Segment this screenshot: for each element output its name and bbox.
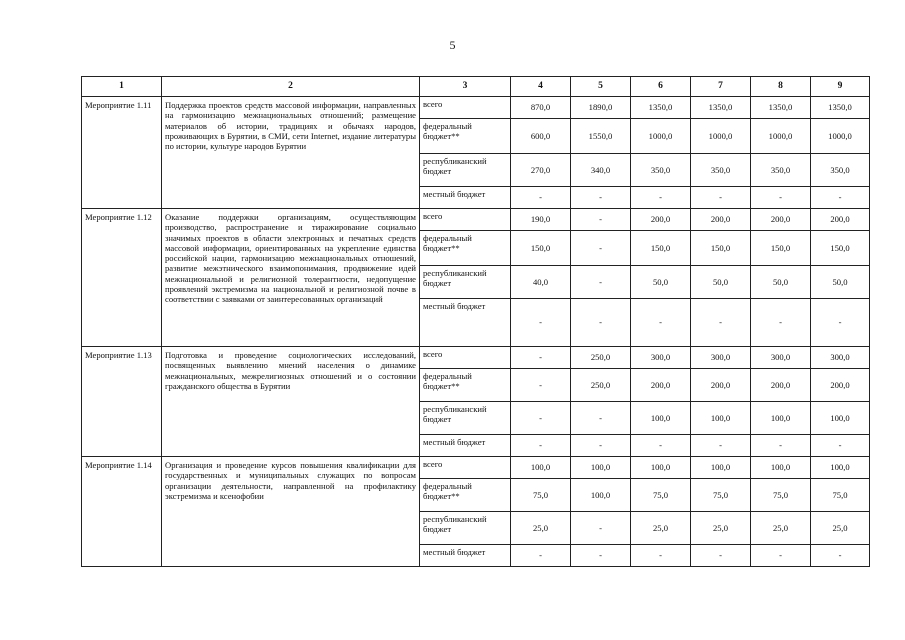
table-row [82, 347, 870, 369]
funding-source: всего [420, 97, 511, 119]
amount-cell: 340,0 [571, 154, 631, 187]
amount-cell: 75,0 [811, 479, 870, 512]
amount-cell: 75,0 [511, 479, 571, 512]
amount-cell: - [631, 299, 691, 347]
amount-cell: 100,0 [511, 457, 571, 479]
amount-cell: 150,0 [631, 231, 691, 266]
amount-cell: 75,0 [631, 479, 691, 512]
amount-cell: - [631, 187, 691, 209]
amount-cell: - [811, 187, 870, 209]
amount-cell: 100,0 [811, 402, 870, 435]
amount-cell: - [571, 545, 631, 567]
funding-source: республиканский бюджет [420, 154, 511, 187]
amount-cell: 300,0 [751, 347, 811, 369]
column-header: 6 [631, 77, 691, 97]
column-header: 9 [811, 77, 870, 97]
amount-cell: 150,0 [811, 231, 870, 266]
amount-cell: 200,0 [631, 369, 691, 402]
amount-cell: 75,0 [751, 479, 811, 512]
table-row [82, 457, 870, 479]
column-header: 2 [162, 77, 420, 97]
funding-source: местный бюджет [420, 187, 511, 209]
amount-cell: - [751, 299, 811, 347]
amount-cell: 250,0 [571, 347, 631, 369]
amount-cell: 50,0 [631, 266, 691, 299]
budget-table [81, 76, 870, 567]
amount-cell: 50,0 [691, 266, 751, 299]
amount-cell: 600,0 [511, 119, 571, 154]
amount-cell: 1350,0 [811, 97, 870, 119]
funding-source: федеральный бюджет** [420, 119, 511, 154]
amount-cell: - [811, 435, 870, 457]
measure-description: Оказание поддержки организациям, осуществляющим производство, распространение и тиражирование социально значимых проектов в области электронных и печатных средств массовой информации, ориентированных на укрепление единства российской нации, гармонизацию межнациональных отношений, развитие межэтнического взаимопонимания, продвижение идей межнациональной и религиозной толерантности, недопущение проявлений экстремизма на национальной и религиозной почве в соответствии с заявками от заинтересованных организаций [162, 209, 420, 347]
amount-cell: 100,0 [571, 457, 631, 479]
amount-cell: 150,0 [751, 231, 811, 266]
amount-cell: - [811, 545, 870, 567]
amount-cell: 190,0 [511, 209, 571, 231]
amount-cell: 300,0 [811, 347, 870, 369]
amount-cell: - [691, 435, 751, 457]
measure-description: Поддержка проектов средств массовой информации, направленных на гармонизацию межнациональных отношений; размещение материалов об истории, традициях и обычаях народов, проживающих в Бурятии, в СМИ, сети Internet, издание литературы по истории, культуре народов Бурятии [162, 97, 420, 209]
amount-cell: 200,0 [631, 209, 691, 231]
amount-cell: 200,0 [811, 209, 870, 231]
amount-cell: 300,0 [631, 347, 691, 369]
amount-cell: - [511, 347, 571, 369]
column-header: 1 [82, 77, 162, 97]
table-row [82, 97, 870, 119]
amount-cell: 100,0 [571, 479, 631, 512]
amount-cell: 1000,0 [631, 119, 691, 154]
amount-cell: 200,0 [691, 209, 751, 231]
funding-source: республиканский бюджет [420, 402, 511, 435]
amount-cell: 1350,0 [691, 97, 751, 119]
amount-cell: 75,0 [691, 479, 751, 512]
table-body [82, 97, 870, 567]
amount-cell: - [571, 435, 631, 457]
amount-cell: - [571, 266, 631, 299]
amount-cell: - [811, 299, 870, 347]
amount-cell: 25,0 [751, 512, 811, 545]
amount-cell: - [631, 545, 691, 567]
amount-cell: 300,0 [691, 347, 751, 369]
amount-cell: 200,0 [751, 209, 811, 231]
amount-cell: 200,0 [751, 369, 811, 402]
amount-cell: - [691, 545, 751, 567]
amount-cell: - [511, 187, 571, 209]
amount-cell: 50,0 [811, 266, 870, 299]
amount-cell: - [631, 435, 691, 457]
amount-cell: 150,0 [511, 231, 571, 266]
funding-source: местный бюджет [420, 545, 511, 567]
funding-source: местный бюджет [420, 435, 511, 457]
column-header: 7 [691, 77, 751, 97]
amount-cell: 1550,0 [571, 119, 631, 154]
measure-description: Организация и проведение курсов повышения квалификации для государственных и муниципальных служащих по вопросам организации деятельности, направленной на профилактику экстремизма и ксенофобии [162, 457, 420, 567]
amount-cell: 100,0 [631, 457, 691, 479]
funding-source: республиканский бюджет [420, 266, 511, 299]
amount-cell: 200,0 [811, 369, 870, 402]
amount-cell: 1000,0 [751, 119, 811, 154]
column-header: 5 [571, 77, 631, 97]
funding-source: местный бюджет [420, 299, 511, 347]
amount-cell: 350,0 [631, 154, 691, 187]
amount-cell: 200,0 [691, 369, 751, 402]
amount-cell: 1350,0 [631, 97, 691, 119]
header-row [82, 77, 870, 97]
amount-cell: - [571, 299, 631, 347]
funding-source: всего [420, 457, 511, 479]
amount-cell: 100,0 [691, 457, 751, 479]
amount-cell: 1000,0 [811, 119, 870, 154]
amount-cell: 1000,0 [691, 119, 751, 154]
amount-cell: - [571, 187, 631, 209]
amount-cell: 250,0 [571, 369, 631, 402]
amount-cell: 350,0 [691, 154, 751, 187]
column-header: 3 [420, 77, 511, 97]
amount-cell: 100,0 [631, 402, 691, 435]
measure-description: Подготовка и проведение социологических исследований, посвященных выявлению мнений населения о динамике межнациональных, межрелигиозных отношений и о состоянии гражданского общества в Бурятии [162, 347, 420, 457]
amount-cell: 1350,0 [751, 97, 811, 119]
funding-source: республиканский бюджет [420, 512, 511, 545]
amount-cell: - [571, 512, 631, 545]
column-header: 8 [751, 77, 811, 97]
measure-label: Мероприятие 1.11 [82, 97, 162, 209]
amount-cell: - [511, 402, 571, 435]
amount-cell: 25,0 [511, 512, 571, 545]
amount-cell: 100,0 [691, 402, 751, 435]
amount-cell: 100,0 [751, 457, 811, 479]
amount-cell: - [571, 231, 631, 266]
amount-cell: 25,0 [691, 512, 751, 545]
amount-cell: 350,0 [751, 154, 811, 187]
funding-source: федеральный бюджет** [420, 479, 511, 512]
amount-cell: - [691, 187, 751, 209]
table-header [82, 77, 870, 97]
amount-cell: 100,0 [811, 457, 870, 479]
amount-cell: 150,0 [691, 231, 751, 266]
amount-cell: - [751, 435, 811, 457]
table-row [82, 209, 870, 231]
amount-cell: - [691, 299, 751, 347]
amount-cell: - [571, 402, 631, 435]
funding-source: всего [420, 347, 511, 369]
measure-label: Мероприятие 1.13 [82, 347, 162, 457]
amount-cell: 1890,0 [571, 97, 631, 119]
amount-cell: 50,0 [751, 266, 811, 299]
funding-source: федеральный бюджет** [420, 231, 511, 266]
column-header: 4 [511, 77, 571, 97]
amount-cell: - [571, 209, 631, 231]
measure-label: Мероприятие 1.14 [82, 457, 162, 567]
amount-cell: - [511, 299, 571, 347]
amount-cell: - [511, 545, 571, 567]
measure-label: Мероприятие 1.12 [82, 209, 162, 347]
amount-cell: - [511, 435, 571, 457]
amount-cell: - [511, 369, 571, 402]
funding-source: всего [420, 209, 511, 231]
amount-cell: - [751, 187, 811, 209]
amount-cell: 25,0 [811, 512, 870, 545]
funding-source: федеральный бюджет** [420, 369, 511, 402]
amount-cell: 870,0 [511, 97, 571, 119]
amount-cell: 25,0 [631, 512, 691, 545]
page-number: 5 [449, 38, 456, 52]
amount-cell: 270,0 [511, 154, 571, 187]
amount-cell: 40,0 [511, 266, 571, 299]
amount-cell: - [751, 545, 811, 567]
amount-cell: 350,0 [811, 154, 870, 187]
amount-cell: 100,0 [751, 402, 811, 435]
